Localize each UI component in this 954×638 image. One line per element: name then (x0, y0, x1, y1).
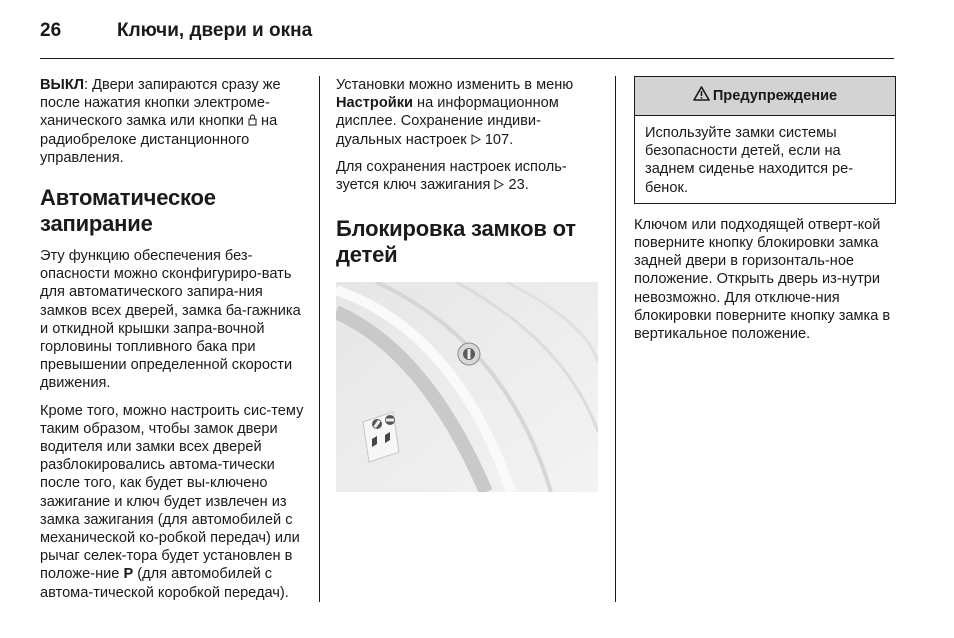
child-lock-door-image (336, 282, 598, 492)
off-text-end: на радиобрелоке дистанционного управления. (40, 113, 278, 166)
column-2 (336, 76, 598, 492)
warning-header (635, 77, 895, 116)
warning-triangle-icon (693, 86, 713, 106)
page-number: 26 (40, 20, 62, 41)
column-1 (40, 76, 308, 611)
warning-title: Предупреждение (712, 87, 838, 104)
paragraph-auto-locking: Эту функцию обеспечения без-опасности можно сконфигуриро-вать для автоматического запира-ния замков всех дверей, замка ба-гажника и откидной крышки запра-вочной горловины топливного бака при превышении определенной скорости движения. (40, 248, 301, 392)
ignition-key-text: Для сохранения настроек исполь-зуется ключ зажигания (336, 158, 567, 194)
lock-icon (248, 113, 257, 129)
paragraph-auto-unlock (40, 402, 308, 602)
reference-arrow-icon (471, 132, 481, 148)
settings-menu-label: Настройки (336, 95, 413, 112)
header-rule (40, 58, 894, 59)
settings-text-end: на информационном дисплее. Сохранение индиви-дуальных настроек (336, 95, 559, 148)
page-reference-107[interactable]: 107. (484, 131, 514, 148)
chapter-title: Ключи, двери и окна (117, 20, 313, 41)
column-divider-2 (615, 76, 616, 602)
paragraph-settings (336, 76, 598, 149)
paragraph-child-lock-instructions: Ключом или подходящей отверт-кой поверните кнопку блокировки замка задней двери в горизонталь-ное положение. Открыть дверь из-нутри невозможно. Для отключе-ния блокировки поверните кнопку замка в вертикальное положение. (634, 216, 891, 343)
gear-p-label: P (123, 566, 134, 583)
page-reference-23[interactable]: 23. (508, 177, 529, 194)
column-divider-1 (319, 76, 320, 602)
heading-child-locks: Блокировка замков от детей (336, 216, 576, 268)
paragraph-ignition-key (336, 158, 598, 194)
auto-unlock-text-end: (для автомобилей с автома-тической коробкой передач). (40, 566, 289, 601)
settings-text: Установки можно изменить в меню (336, 77, 574, 93)
warning-body: Используйте замки системы безопасности детей, если на заднем сиденье находится ре-бенок. (645, 125, 854, 196)
paragraph-off-mode (40, 76, 308, 167)
off-text: : Двери запираются сразу же после нажатия кнопки электроме-ханического замка или кнопки (40, 77, 281, 130)
off-label: ВЫКЛ (40, 77, 84, 93)
reference-arrow-icon (494, 177, 504, 193)
warning-box (634, 76, 896, 204)
heading-auto-locking: Автоматическое запирание (40, 185, 216, 237)
auto-unlock-text: Кроме того, можно настроить сис-тему таким образом, чтобы замок двери водителя или замки всех дверей разблокировались автома-тически после того, как будет вы-ключено зажигание и ключ будет извлечен из замка зажигания (для автомобилей с механической ко-робкой передач) или рычаг селек-тора будет установлен в положе-ние (40, 402, 304, 583)
column-3 (634, 76, 896, 352)
